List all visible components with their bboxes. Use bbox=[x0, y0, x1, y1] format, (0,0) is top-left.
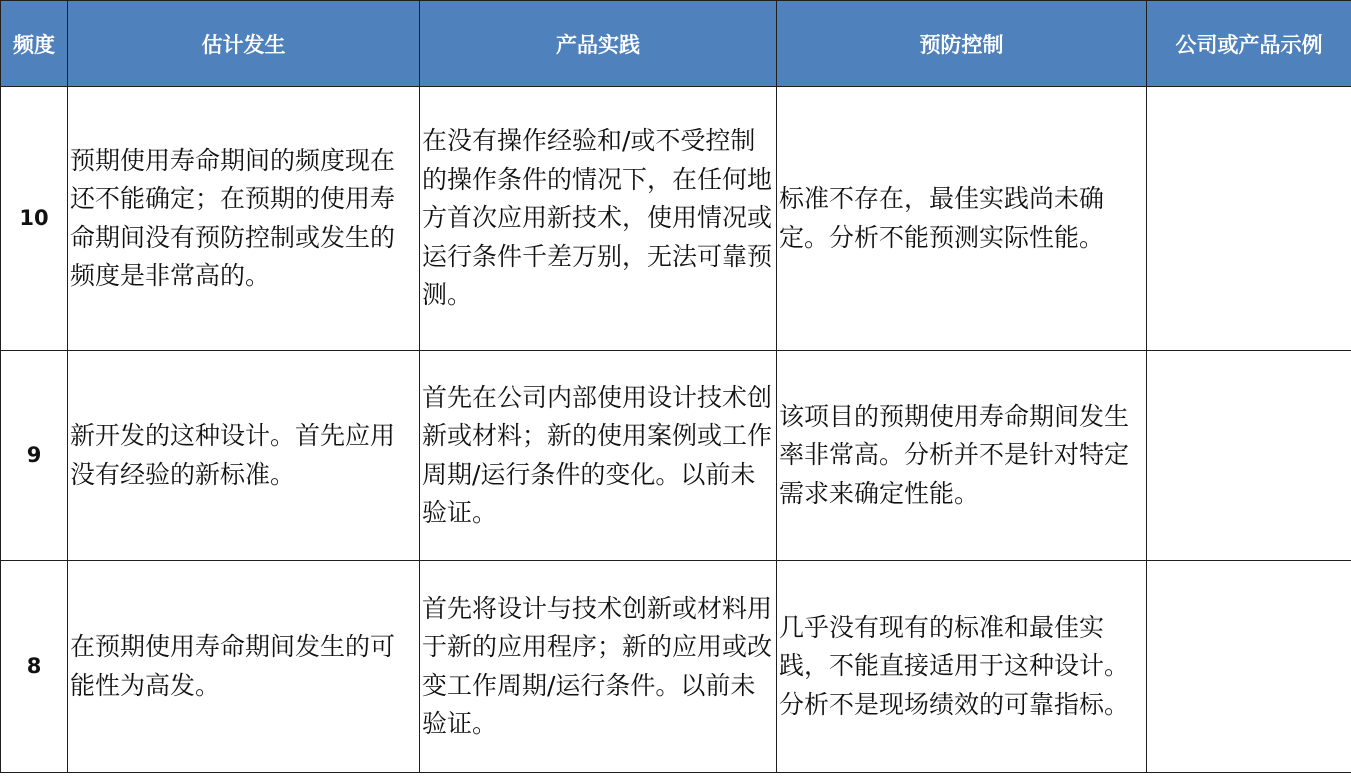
example-cell bbox=[1147, 561, 1351, 773]
table-row bbox=[1, 87, 1351, 351]
header-prevention-control: 预防控制 bbox=[777, 1, 1147, 87]
header-rating: 频度 bbox=[1, 1, 68, 87]
header-company-example: 公司或产品示例 bbox=[1147, 1, 1351, 87]
example-cell bbox=[1147, 351, 1351, 561]
practice-cell: 在没有操作经验和/或不受控制的操作条件的情况下，在任何地方首次应用新技术，使用情况或运行条件千差万别，无法可靠预测。 bbox=[420, 87, 777, 351]
estimate-cell: 预期使用寿命期间的频度现在还不能确定；在预期的使用寿命期间没有预防控制或发生的频度是非常高的。 bbox=[68, 87, 420, 351]
control-cell: 该项目的预期使用寿命期间发生率非常高。分析并不是针对特定需求来确定性能。 bbox=[777, 351, 1147, 561]
estimate-cell: 在预期使用寿命期间发生的可能性为高发。 bbox=[68, 561, 420, 773]
rating-cell: 8 bbox=[1, 561, 68, 773]
table-row bbox=[1, 351, 1351, 561]
rating-cell: 10 bbox=[1, 87, 68, 351]
practice-cell: 首先将设计与技术创新或材料用于新的应用程序；新的应用或改变工作周期/运行条件。以前未验证。 bbox=[420, 561, 777, 773]
header-product-practice: 产品实践 bbox=[420, 1, 777, 87]
practice-cell: 首先在公司内部使用设计技术创新或材料；新的使用案例或工作周期/运行条件的变化。以前未验证。 bbox=[420, 351, 777, 561]
control-cell: 标准不存在，最佳实践尚未确定。分析不能预测实际性能。 bbox=[777, 87, 1147, 351]
header-estimated-occurrence: 估计发生 bbox=[68, 1, 420, 87]
table-row bbox=[1, 561, 1351, 773]
estimate-cell: 新开发的这种设计。首先应用没有经验的新标准。 bbox=[68, 351, 420, 561]
rating-cell: 9 bbox=[1, 351, 68, 561]
table-header-row bbox=[1, 1, 1351, 87]
control-cell: 几乎没有现有的标准和最佳实践，不能直接适用于这种设计。分析不是现场绩效的可靠指标。 bbox=[777, 561, 1147, 773]
example-cell bbox=[1147, 87, 1351, 351]
